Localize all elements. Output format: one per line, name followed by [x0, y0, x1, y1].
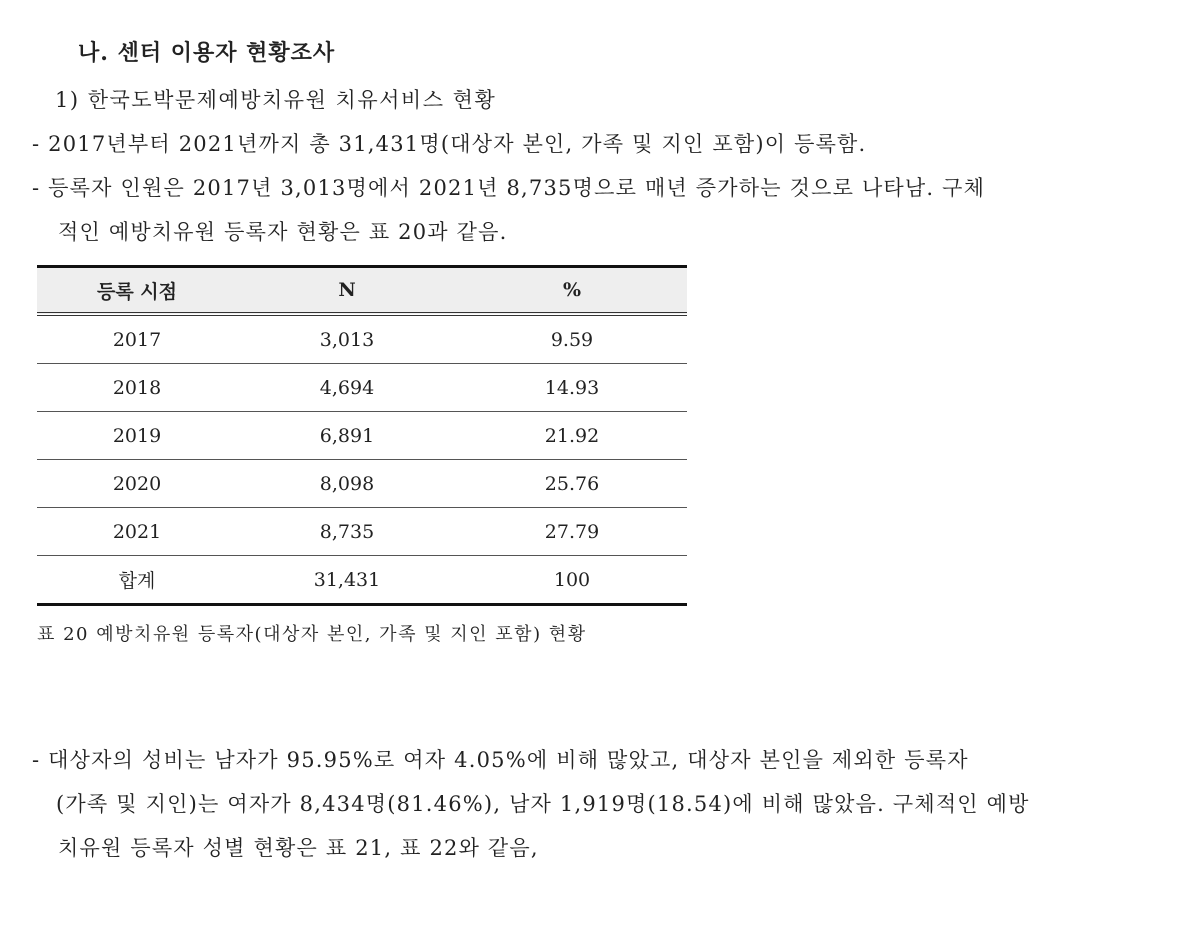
column-header-n: N	[237, 267, 457, 315]
paragraph-2-line-2: 적인 예방치유원 등록자 현황은 표 20과 같음.	[58, 220, 508, 244]
table-cell-year: 2018	[37, 364, 237, 412]
table-cell-percent: 21.92	[457, 412, 687, 460]
table-cell-percent: 9.59	[457, 314, 687, 364]
table-cell-n: 8,098	[237, 460, 457, 508]
table-cell-year: 2019	[37, 412, 237, 460]
table-cell-year: 2017	[37, 314, 237, 364]
paragraph-3-line-1: - 대상자의 성비는 남자가 95.95%로 여자 4.05%에 비해 많았고, 대상자 본인을 제외한 등록자	[32, 748, 969, 772]
registration-table	[37, 265, 687, 606]
table-cell-n: 3,013	[237, 314, 457, 364]
table-row	[37, 412, 687, 460]
column-header-percent: %	[457, 267, 687, 315]
table-cell-n: 8,735	[237, 508, 457, 556]
table-cell-year: 2020	[37, 460, 237, 508]
paragraph-3-line-3: 치유원 등록자 성별 현황은 표 21, 표 22와 같음,	[58, 836, 539, 860]
table-cell-total-n: 31,431	[237, 556, 457, 605]
table-cell-total-percent: 100	[457, 556, 687, 605]
paragraph-2-line-1: - 등록자 인원은 2017년 3,013명에서 2021년 8,735명으로 매년 증가하는 것으로 나타남. 구체	[32, 176, 986, 200]
table-total-row	[37, 556, 687, 605]
table-cell-n: 6,891	[237, 412, 457, 460]
table-cell-total-label: 합계	[37, 556, 237, 605]
table-cell-percent: 27.79	[457, 508, 687, 556]
table-cell-year: 2021	[37, 508, 237, 556]
table-header-row	[37, 267, 687, 315]
table-row	[37, 364, 687, 412]
table-cell-percent: 25.76	[457, 460, 687, 508]
table-row	[37, 508, 687, 556]
table-cell-n: 4,694	[237, 364, 457, 412]
table-caption: 표 20 예방치유원 등록자(대상자 본인, 가족 및 지인 포함) 현황	[37, 624, 587, 645]
table-row	[37, 460, 687, 508]
table-row	[37, 314, 687, 364]
paragraph-1: - 2017년부터 2021년까지 총 31,431명(대상자 본인, 가족 및 지인 포함)이 등록함.	[32, 132, 867, 156]
paragraph-3-line-2: (가족 및 지인)는 여자가 8,434명(81.46%), 남자 1,919명(18.54)에 비해 많았음. 구체적인 예방	[56, 792, 1030, 816]
table-cell-percent: 14.93	[457, 364, 687, 412]
section-heading: 나. 센터 이용자 현황조사	[78, 40, 336, 66]
column-header-period: 등록 시점	[37, 267, 237, 315]
subsection-heading: 1) 한국도박문제예방치유원 치유서비스 현황	[55, 88, 497, 112]
